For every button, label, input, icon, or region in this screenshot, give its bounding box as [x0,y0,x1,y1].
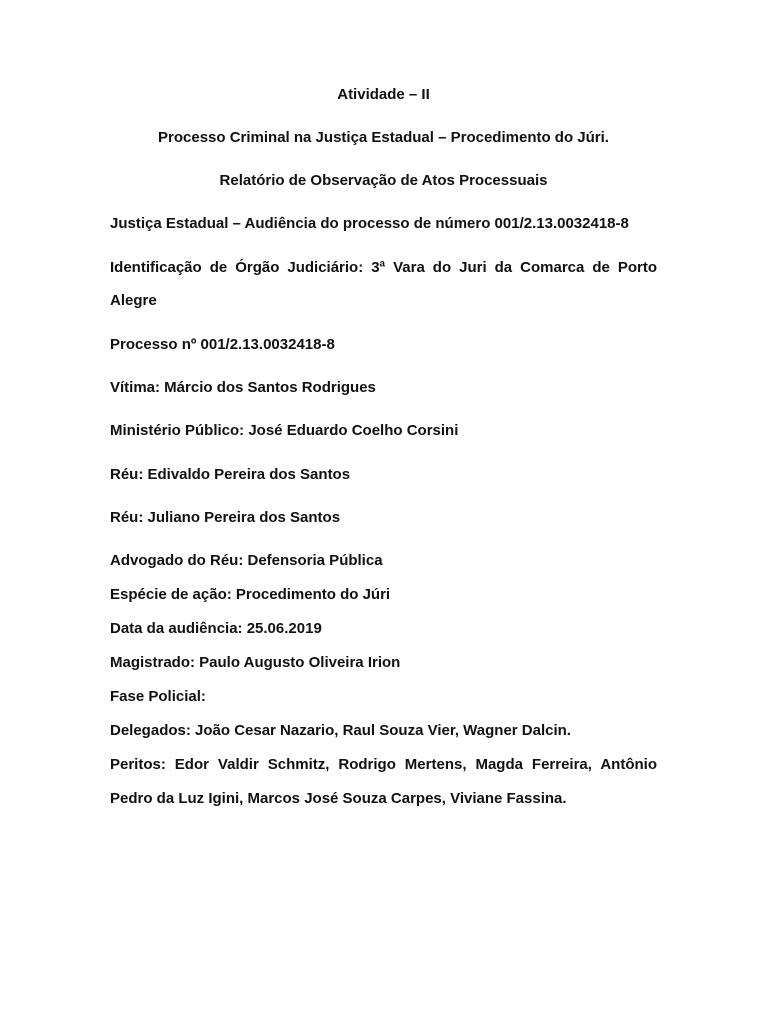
document-title: Atividade – II [337,86,430,103]
experts-line-1: Peritos: Edor Valdir Schmitz, Rodrigo Mertens, Magda Ferreira, Antônio [110,756,657,773]
police-phase-line: Fase Policial: [110,688,206,705]
action-type-line: Espécie de ação: Procedimento do Júri [110,586,391,603]
organ-line-1: Identificação de Órgão Judiciário: 3ª Vara do Juri da Comarca de Porto [110,259,657,276]
magistrate-line: Magistrado: Paulo Augusto Oliveira Irion [110,654,401,671]
lawyer-line: Advogado do Réu: Defensoria Pública [110,552,383,569]
organ-line-2: Alegre [110,292,157,309]
experts-line-2: Pedro da Luz Igini, Marcos José Souza Carpes, Viviane Fassina. [110,790,567,807]
hearing-date-line: Data da audiência: 25.06.2019 [110,620,322,637]
delegates-line: Delegados: João Cesar Nazario, Raul Souza Vier, Wagner Dalcin. [110,722,571,739]
hearing-line: Justiça Estadual – Audiência do processo de número 001/2.13.0032418-8 [110,215,629,232]
prosecutor-line: Ministério Público: José Eduardo Coelho Corsini [110,422,459,439]
defendant-line-2: Réu: Juliano Pereira dos Santos [110,509,341,526]
defendant-line-1: Réu: Edivaldo Pereira dos Santos [110,466,351,483]
victim-line: Vítima: Márcio dos Santos Rodrigues [110,379,376,396]
report-title: Relatório de Observação de Atos Processuais [219,172,548,189]
process-number: Processo nº 001/2.13.0032418-8 [110,336,335,353]
document-subtitle: Processo Criminal na Justiça Estadual – Procedimento do Júri. [158,129,609,146]
